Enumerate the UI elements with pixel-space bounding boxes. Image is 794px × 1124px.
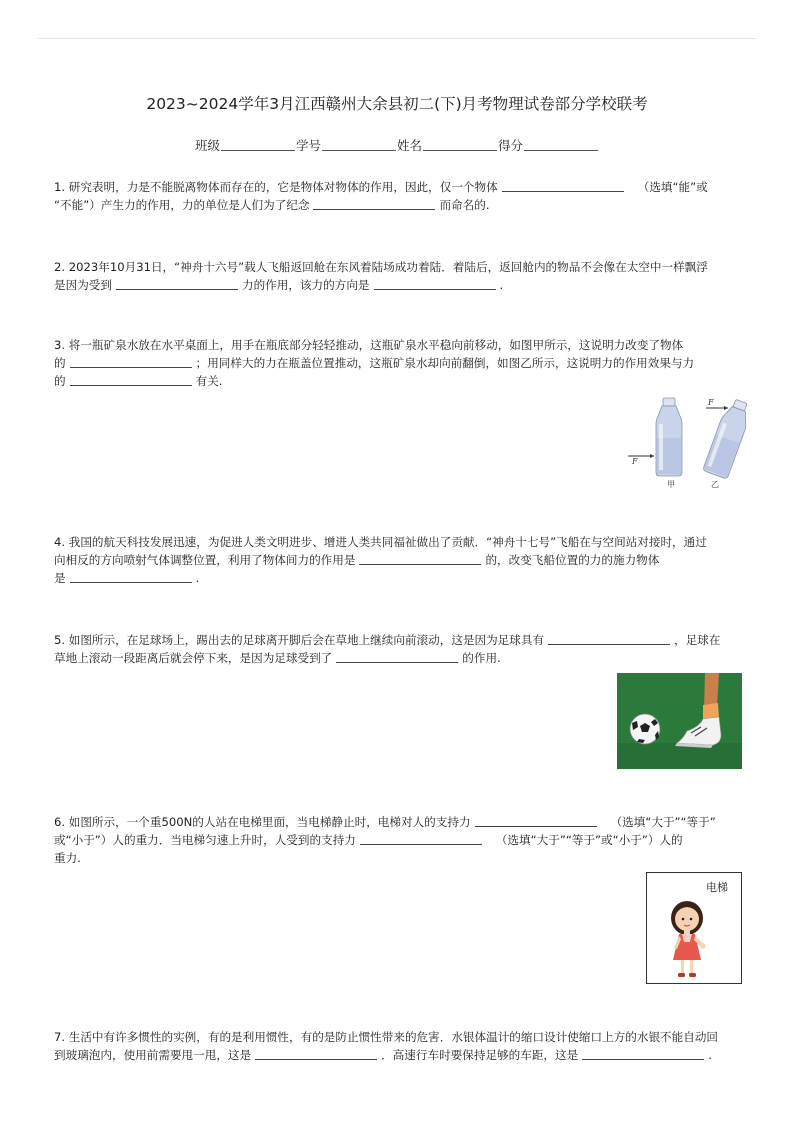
q5-text: 5. 如图所示，在足球场上，踢出去的足球离开脚后会在草地上继续向前滚动，这是因为足球具有 — [54, 633, 545, 647]
q6-text: 6. 如图所示，一个重500N的人站在电梯里面，当电梯静止时，电梯对人的支持力 — [54, 815, 471, 829]
name-label: 姓名 — [397, 138, 423, 153]
q7-text: ．高速行车时要保持足够的车距，这是 — [381, 1048, 579, 1062]
q5-text: ，足球在 — [674, 633, 721, 647]
q4-text: 4. 我国的航天科技发展迅速，为促进人类文明进步、增进人类共同福祉做出了贡献．“神舟十七号”飞船在与空间站对接时，通过 — [54, 535, 707, 549]
force-label-b: F — [708, 398, 714, 407]
q2-text: 2. 2023年10月31日，“神舟十六号”载人飞船返回舱在东风着陆场成功着陆．着陆后，返回舱内的物品不会像在太空中一样飘浮 — [54, 260, 708, 274]
q6-text: （选填“大于”“等于” — [610, 815, 716, 829]
q1-text: 1. 研究表明，力是不能脱离物体而存在的，它是物体对物体的作用，因此，仅一个物体 — [54, 180, 498, 194]
answer-blank[interactable] — [70, 373, 192, 386]
answer-blank[interactable] — [359, 552, 481, 565]
q4-text: 是 — [54, 571, 66, 585]
answer-blank[interactable] — [374, 277, 496, 290]
q6-text: （选填“大于”“等于”或“小于”）人的 — [495, 833, 683, 847]
class-blank[interactable] — [221, 138, 295, 151]
answer-blank[interactable] — [336, 650, 458, 663]
q7-text: 7. 生活中有许多惯性的实例，有的是利用惯性，有的是防止惯性带来的危害．水银体温计的缩口设计使缩口上方的水银不能自动回 — [54, 1030, 719, 1044]
question-4 — [54, 533, 740, 587]
q3-text: 有关. — [195, 374, 223, 388]
q4-text: 向相反的方向喷射气体调整位置，利用了物体间力的作用是 — [54, 553, 356, 567]
answer-blank[interactable] — [548, 632, 670, 645]
score-label: 得分 — [498, 138, 524, 153]
q2-text: 力的作用，该力的方向是 — [241, 278, 370, 292]
question-2 — [54, 258, 740, 294]
label-jia: 甲 — [667, 480, 675, 489]
q3-text: 3. 将一瓶矿泉水放在水平桌面上，用手在瓶底部分轻轻推动，这瓶矿泉水平稳向前移动，如图甲所示，这说明力改变了物体 — [54, 338, 684, 352]
q1-text: 而命名的. — [439, 198, 490, 212]
bottle-upright-figure — [656, 398, 682, 476]
answer-blank[interactable] — [475, 814, 597, 827]
q4-text: 的，改变飞船位置的力的施力物体 — [485, 553, 660, 567]
answer-blank[interactable] — [70, 355, 192, 368]
question-3 — [54, 336, 740, 390]
soccer-ball-icon — [630, 714, 660, 744]
name-blank[interactable] — [423, 138, 497, 151]
student-info-row — [0, 136, 794, 154]
q2-text: 是因为受到 — [54, 278, 112, 292]
q7-text: 到玻璃泡内，使用前需要甩一甩，这是 — [54, 1048, 252, 1062]
q5-text: 草地上滚动一段距离后就会停下来，是因为足球受到了 — [54, 651, 333, 665]
answer-blank[interactable] — [360, 832, 482, 845]
soccer-kick-image — [617, 673, 742, 769]
page-title: 2023~2024学年3月江西赣州大余县初二(下)月考物理试卷部分学校联考 — [146, 95, 648, 113]
number-label: 学号 — [295, 138, 321, 153]
elevator-label: 电梯 — [706, 881, 728, 894]
q1-text: “不能”）产生力的作用，力的单位是人们为了纪念 — [54, 198, 310, 212]
answer-blank[interactable] — [582, 1047, 704, 1060]
force-label-a: F — [632, 457, 638, 466]
q6-text: 或“小于”）人的重力．当电梯匀速上升时，人受到的支持力 — [54, 833, 356, 847]
top-rule — [38, 38, 756, 39]
q4-text: . — [195, 571, 200, 585]
answer-blank[interactable] — [255, 1047, 377, 1060]
bottle-push-figure — [620, 394, 750, 490]
elevator-figure — [646, 872, 742, 984]
q6-text: 重力. — [54, 851, 81, 865]
answer-blank[interactable] — [70, 570, 192, 583]
q2-text: . — [499, 278, 504, 292]
answer-blank[interactable] — [502, 179, 624, 192]
q3-text: 的 — [54, 374, 66, 388]
answer-blank[interactable] — [116, 277, 238, 290]
label-yi: 乙 — [711, 480, 719, 489]
bottle-tilted-figure — [703, 397, 750, 479]
number-blank[interactable] — [322, 138, 396, 151]
question-7 — [54, 1028, 740, 1064]
q5-text: 的作用. — [462, 651, 501, 665]
class-label: 班级 — [194, 138, 220, 153]
q3-text: ；用同样大的力在瓶盖位置推动，这瓶矿泉水却向前翻倒，如图乙所示，这说明力的作用效果与力 — [195, 356, 695, 370]
answer-blank[interactable] — [313, 197, 435, 210]
question-1 — [54, 178, 740, 214]
question-5 — [54, 631, 740, 667]
question-6 — [54, 813, 740, 867]
q1-text: （选填“能”或 — [637, 180, 708, 194]
q3-text: 的 — [54, 356, 66, 370]
q7-text: . — [708, 1048, 712, 1062]
score-blank[interactable] — [524, 138, 598, 151]
